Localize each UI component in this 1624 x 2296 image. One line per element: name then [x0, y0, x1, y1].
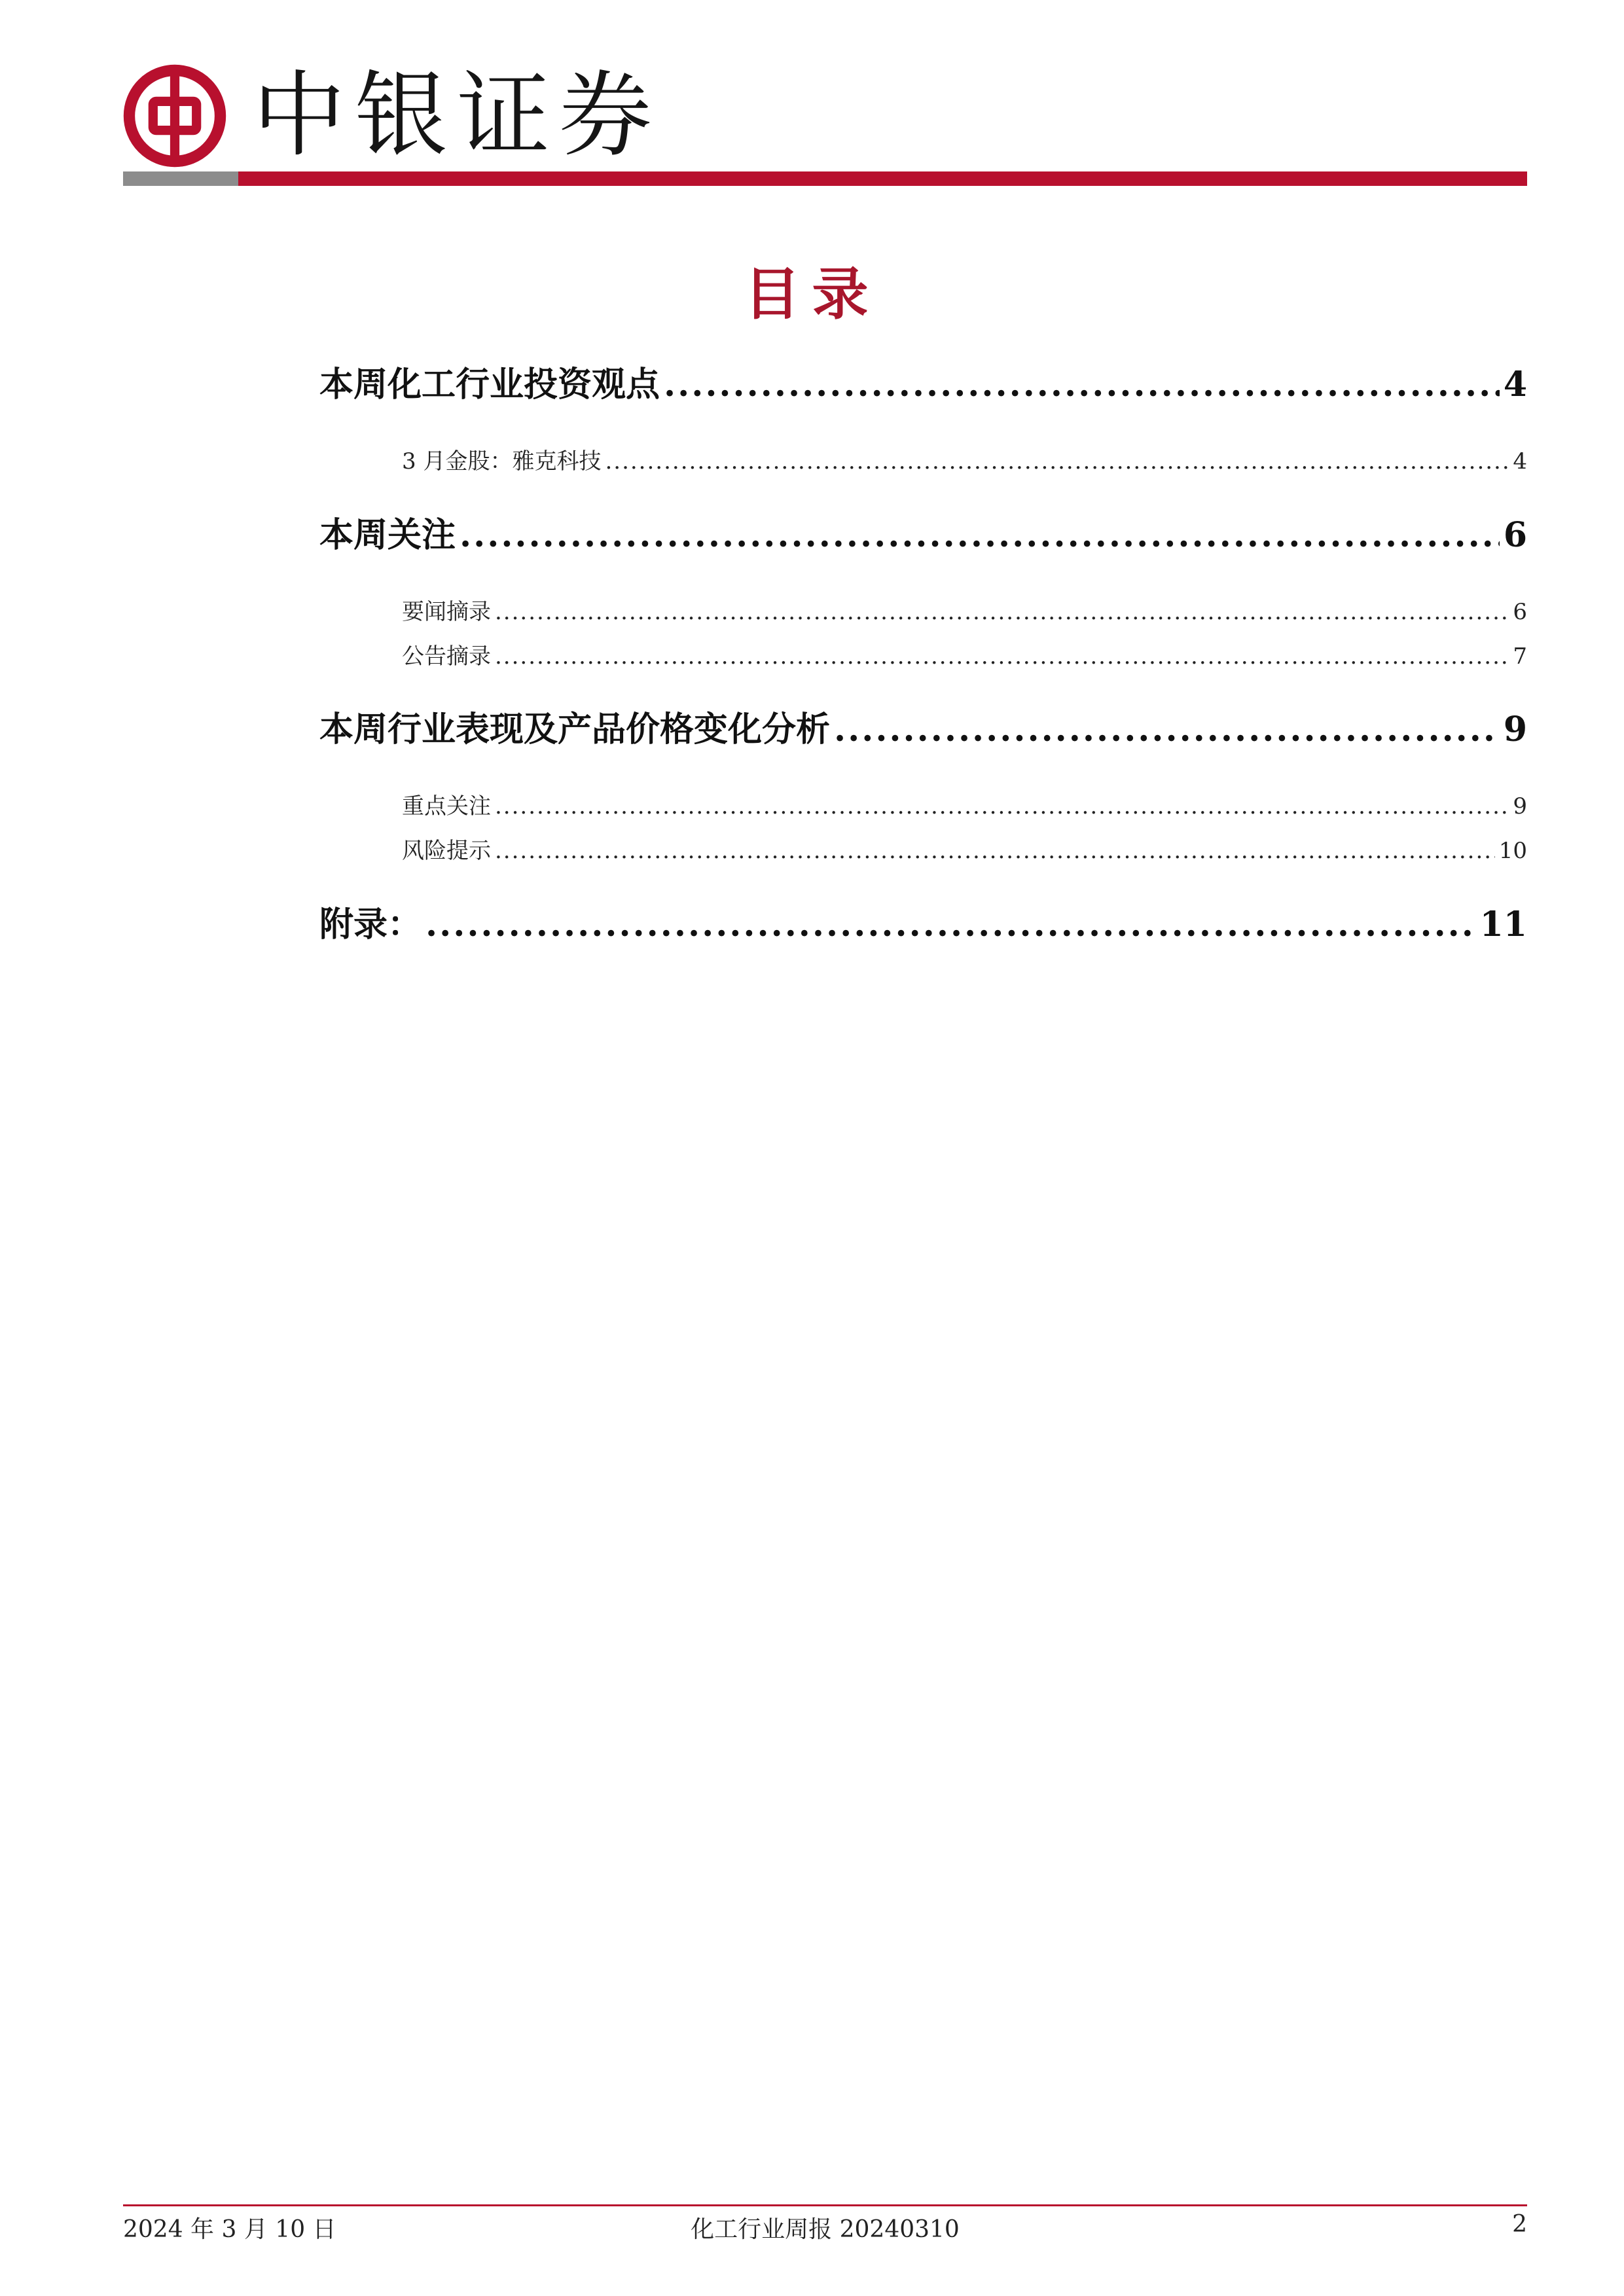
toc-entry-text: 3 月金股：雅克科技 [402, 448, 602, 475]
toc-entry-text: 要闻摘录 [402, 599, 491, 625]
toc-entry-page: 10 [1498, 838, 1527, 864]
toc-entry-page: 6 [1503, 515, 1527, 555]
toc-leader [495, 643, 1509, 670]
toc-entry-page: 4 [1503, 365, 1527, 404]
footer-date: 2024 年 3 月 10 日 [123, 2216, 336, 2243]
toc-entry-weekly-focus[interactable] [319, 507, 1527, 556]
footer-rule [123, 2204, 1527, 2206]
footer-report-title: 化工行业周报 20240310 [691, 2216, 960, 2243]
toc-entry-page: 7 [1513, 643, 1527, 670]
toc-entry-text: 本周行业表现及产品价格变化分析 [319, 709, 831, 749]
page-footer [123, 2211, 1527, 2244]
toc-entry-investment-view[interactable] [319, 357, 1527, 406]
brand-name: 中银证券 [253, 62, 661, 170]
toc-entry-golden-stock[interactable] [319, 443, 1527, 475]
toc-entry-page: 9 [1513, 793, 1527, 819]
toc-leader [605, 448, 1509, 475]
toc-entry-text: 重点关注 [402, 793, 491, 819]
toc-entry-key-focus[interactable] [319, 788, 1527, 820]
toc-leader [834, 709, 1500, 749]
footer-page-number: 2 [1512, 2211, 1527, 2238]
toc-entry-appendix[interactable] [319, 897, 1527, 946]
toc-entry-risk-warning[interactable] [319, 833, 1527, 865]
toc-entry-announcement-digest[interactable] [319, 638, 1527, 670]
toc-leader [460, 515, 1500, 555]
toc-entry-industry-performance[interactable] [319, 702, 1527, 751]
bank-of-china-logo-icon [123, 64, 226, 168]
header-rule-gray [123, 171, 238, 186]
toc-title: 目录 [744, 261, 880, 327]
toc-leader [664, 365, 1500, 404]
toc-leader [425, 905, 1476, 944]
toc-entry-page: 4 [1513, 448, 1527, 475]
toc-leader [495, 793, 1509, 819]
toc-entry-page: 6 [1513, 599, 1527, 625]
toc-entry-text: 本周关注 [319, 515, 456, 555]
toc-entry-page: 9 [1503, 709, 1527, 749]
toc-leader [495, 838, 1495, 864]
toc-leader [495, 599, 1509, 625]
toc-entry-page: 11 [1479, 905, 1527, 944]
header-rule-red [238, 171, 1527, 186]
toc-entry-text: 附录： [319, 905, 422, 944]
toc-entry-news-digest[interactable] [319, 594, 1527, 626]
toc-entry-text: 公告摘录 [402, 643, 491, 670]
toc-entry-text: 本周化工行业投资观点 [319, 365, 660, 404]
toc-entry-text: 风险提示 [402, 838, 491, 864]
page-header [123, 60, 661, 171]
